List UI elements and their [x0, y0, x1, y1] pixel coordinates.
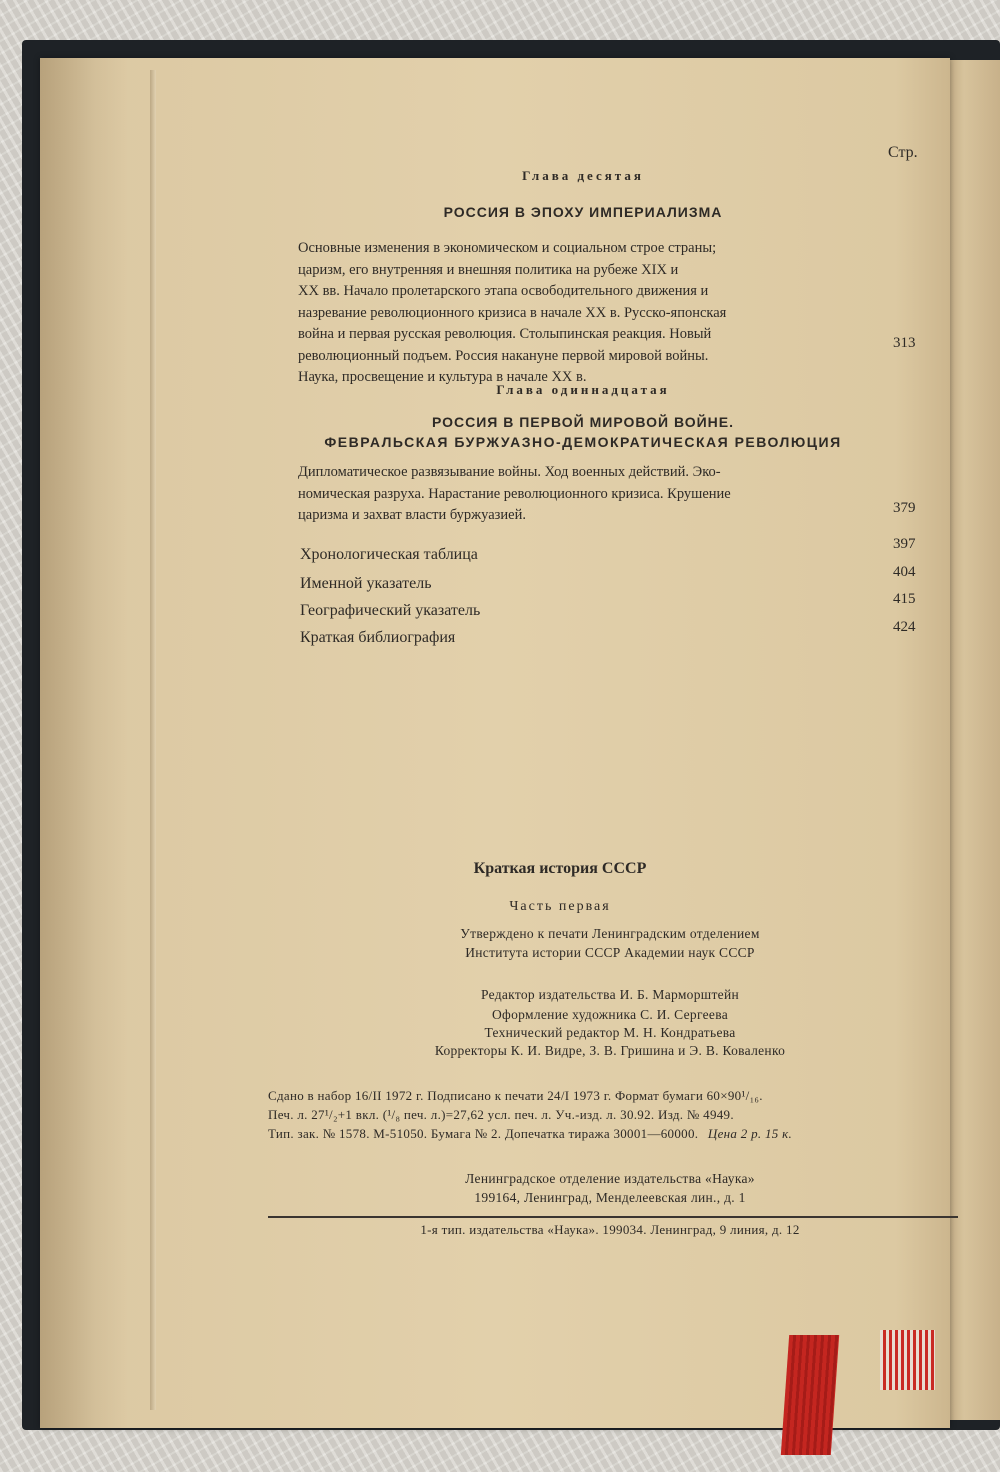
toc-page-geo-index: 415: [893, 591, 916, 607]
page-fold: [150, 70, 156, 1410]
publisher-line-1: Ленинградское отделение издательства «Наука»: [465, 1171, 755, 1186]
chapter10-label: Глава десятая: [522, 168, 644, 183]
design-credit: Оформление художника С. И. Сергеева: [492, 1007, 728, 1022]
summary-line: царизм, его внутренняя и внешняя политика на рубеже XIX и: [298, 261, 679, 278]
imprint-order: Тип. зак. № 1578. М-51050. Бумага № 2. Допечатка тиража 30001—60000.: [268, 1126, 699, 1141]
imprint-line-2: Печ. л. 27¹/₂+1 вкл. (¹/₈ печ. л.)=27,62 усл. печ. л. Уч.-изд. л. 30.92. Изд. № 4949.: [268, 1107, 734, 1122]
toc-page-name-index: 404: [893, 564, 916, 580]
chapter10-title: РОССИЯ В ЭПОХУ ИМПЕРИАЛИЗМА: [443, 204, 723, 220]
toc-page-bibliography: 424: [893, 619, 916, 635]
toc-entry-bibliography: Краткая библиография: [300, 629, 456, 646]
summary-line: революционный подъем. Россия накануне первой мировой войны.: [298, 347, 709, 364]
toc-page-chronology: 397: [893, 536, 916, 552]
tech-editor-credit: Технический редактор М. Н. Кондратьева: [484, 1025, 736, 1040]
summary-line: Наука, просвещение и культура в начале XX в.: [298, 369, 587, 385]
chapter11-title-line2: ФЕВРАЛЬСКАЯ БУРЖУАЗНО-ДЕМОКРАТИЧЕСКАЯ РЕВОЛЮЦИЯ: [324, 434, 842, 450]
spine-shadow: [40, 58, 165, 1428]
summary-line: Дипломатическое развязывание войны. Ход военных действий. Эко-: [298, 464, 721, 480]
toc-entry-geo-index: Географический указатель: [300, 602, 481, 619]
chapter10-summary: [298, 238, 870, 389]
imprint-line-1: Сдано в набор 16/II 1972 г. Подписано к печати 24/I 1973 г. Формат бумаги 60×90¹/₁₆.: [268, 1088, 763, 1103]
imprint-line-3: [268, 1126, 792, 1142]
chapter10-page-number: 313: [893, 335, 916, 351]
chapter11-page-number: 379: [893, 500, 916, 516]
summary-line: назревание революционного кризиса в начале XX в. Русско-японская: [298, 304, 727, 321]
chapter11-title-line1: РОССИЯ В ПЕРВОЙ МИРОВОЙ ВОЙНЕ.: [431, 414, 735, 430]
summary-line: номическая разруха. Нарастание революционного кризиса. Крушение: [298, 485, 731, 502]
bookmark-ribbon: [781, 1335, 839, 1455]
page-column-header: Стр.: [888, 144, 918, 161]
publisher-line-2: 199164, Ленинград, Менделеевская лин., д. 1: [474, 1190, 746, 1205]
editor-credit: Редактор издательства И. Б. Марморштейн: [480, 987, 740, 1002]
summary-line: XX вв. Начало пролетарского этапа освободительного движения и: [298, 283, 709, 299]
proofreaders-credit: Корректоры К. И. Видре, З. В. Гришина и Э. В. Коваленко: [434, 1043, 786, 1058]
approved-line-1: Утверждено к печати Ленинградским отделением: [460, 926, 760, 941]
bookmark-ribbon-tip: [880, 1330, 935, 1390]
approved-line-2: Института истории СССР Академии наук СССР: [465, 945, 755, 960]
chapter11-summary: [298, 462, 870, 527]
colophon-divider: [268, 1216, 958, 1218]
summary-line: царизма и захват власти буржуазией.: [298, 507, 526, 523]
chapter11-label: Глава одиннадцатая: [496, 382, 670, 397]
imprint-price: Цена 2 р. 15 к.: [707, 1126, 793, 1141]
printer-line: 1-я тип. издательства «Наука». 199034. Ленинград, 9 линия, д. 12: [420, 1222, 800, 1237]
summary-line: война и первая русская революция. Столыпинская реакция. Новый: [298, 326, 712, 342]
summary-line: Основные изменения в экономическом и социальном строе страны;: [298, 240, 717, 256]
book-title: Краткая история СССР: [473, 860, 647, 877]
toc-entry-chronology: Хронологическая таблица: [300, 546, 478, 563]
toc-entry-name-index: Именной указатель: [300, 575, 432, 592]
book-part: Часть первая: [509, 899, 611, 914]
